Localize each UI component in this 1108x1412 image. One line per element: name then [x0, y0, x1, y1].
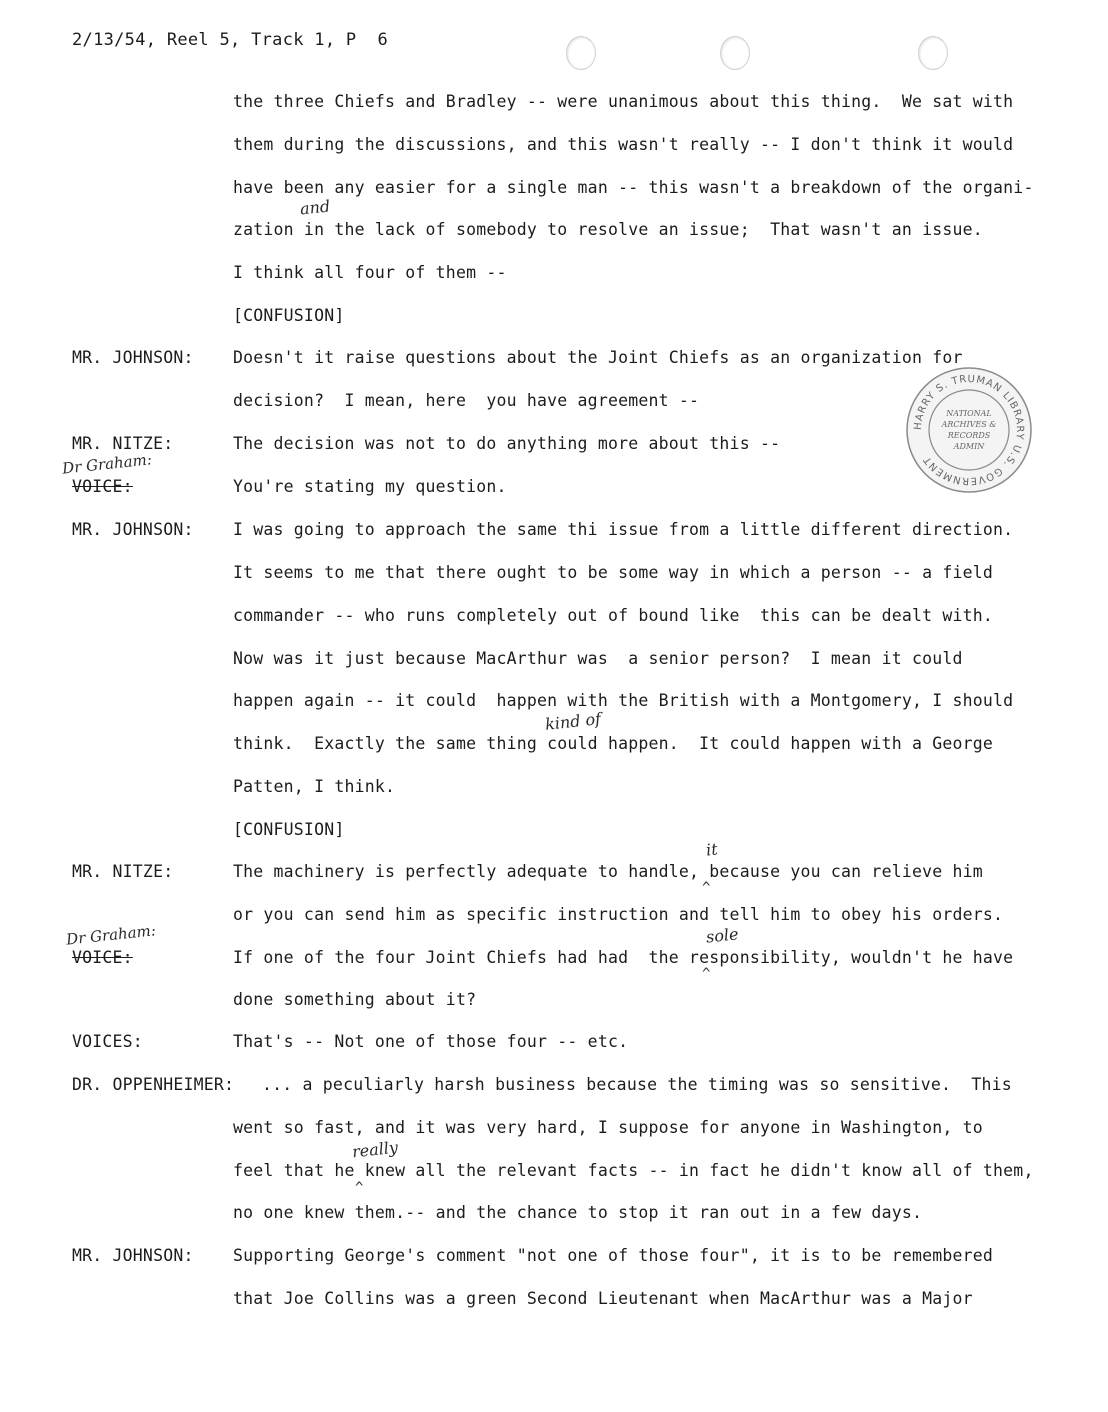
text-line: I was going to approach the same thi issue from a little different direction. — [233, 520, 1014, 539]
text-line: done something about it? — [233, 990, 477, 1009]
stamp-center-line: ADMIN — [953, 442, 985, 451]
stamp-center-line: NATIONAL — [946, 409, 992, 418]
text-line: or you can send him as specific instruction and tell him to obey his orders. — [233, 905, 1004, 924]
text-line: Patten, I think. — [233, 777, 396, 796]
text-line: The machinery is perfectly adequate to handle, because you can relieve him — [233, 862, 983, 881]
stamp-center-line: RECORDS — [947, 431, 991, 440]
handwritten-speaker: Dr Graham: — [61, 450, 153, 478]
text-line: Doesn't it raise questions about the Joint Chiefs as an organization for — [233, 348, 963, 367]
stage-direction: [CONFUSION] — [233, 820, 345, 839]
page-header: 2/13/54, Reel 5, Track 1, P 6 — [72, 30, 389, 50]
text-line: The decision was not to do anything more about this -- — [233, 434, 781, 453]
stamp-ring-text: HARRY S. TRUMAN LIBRARY U.S. GOVERNMENT — [912, 373, 1026, 487]
speaker-label: DR. OPPENHEIMER: — [72, 1075, 235, 1094]
text-line: zation in the lack of somebody to resolve an issue; That wasn't an issue. — [233, 220, 983, 239]
archives-stamp — [905, 366, 1033, 494]
text-line: I think all four of them -- — [233, 263, 507, 282]
speaker-label: MR. JOHNSON: — [72, 1246, 194, 1265]
text-line: It seems to me that there ought to be some way in which a person -- a field — [233, 563, 994, 582]
handwritten-insert: really — [351, 1137, 399, 1162]
handwritten-insert: kind of — [544, 709, 602, 734]
handwritten-insert: sole — [705, 924, 740, 947]
speaker-label: MR. JOHNSON: — [72, 348, 194, 367]
text-line: Now was it just because MacArthur was a senior person? I mean it could — [233, 649, 963, 668]
text-line: no one knew them.-- and the chance to stop it ran out in a few days. — [233, 1203, 923, 1222]
speaker-label: MR. JOHNSON: — [72, 520, 194, 539]
speaker-label: VOICES: — [72, 1032, 143, 1051]
text-line: feel that he knew all the relevant facts -- in fact he didn't know all of them, — [233, 1161, 1034, 1180]
text-line: commander -- who runs completely out of bound like this can be dealt with. — [233, 606, 994, 625]
speaker-label: MR. NITZE: — [72, 434, 174, 453]
text-line: that Joe Collins was a green Second Lieutenant when MacArthur was a Major — [233, 1289, 973, 1308]
text-line: happen again -- it could happen with the British with a Montgomery, I should — [233, 691, 1014, 710]
stamp-center-line: ARCHIVES & — [941, 420, 997, 429]
text-line: That's -- Not one of those four -- etc. — [233, 1032, 629, 1051]
punch-hole — [720, 36, 750, 70]
speaker-label-struck: VOICE: — [72, 477, 133, 496]
insertion-caret: ^ — [355, 1180, 364, 1196]
insertion-caret: ^ — [702, 880, 711, 896]
insertion-caret: ^ — [702, 966, 711, 982]
stage-direction: [CONFUSION] — [233, 306, 345, 325]
text-line: If one of the four Joint Chiefs had had the responsibility, wouldn't he have — [233, 948, 1014, 967]
text-line: ... a peculiarly harsh business because the timing was so sensitive. This — [262, 1075, 1012, 1094]
speaker-label: MR. NITZE: — [72, 862, 174, 881]
text-line: have been any easier for a single man -- this wasn't a breakdown of the organi- — [233, 178, 1034, 197]
punch-hole — [918, 36, 948, 70]
punch-hole — [566, 36, 596, 70]
text-line: You're stating my question. — [233, 477, 507, 496]
text-line: decision? I mean, here you have agreement -- — [233, 391, 700, 410]
handwritten-speaker: Dr Graham: — [65, 921, 157, 949]
text-line: Supporting George's comment "not one of those four", it is to be remembered — [233, 1246, 994, 1265]
handwritten-insert: and — [299, 196, 332, 219]
text-line: them during the discussions, and this wasn't really -- I don't think it would — [233, 135, 1014, 154]
handwritten-insert: it — [705, 839, 719, 860]
text-line: went so fast, and it was very hard, I suppose for anyone in Washington, to — [233, 1118, 983, 1137]
text-line: think. Exactly the same thing could happen. It could happen with a George — [233, 734, 994, 753]
text-line: the three Chiefs and Bradley -- were unanimous about this thing. We sat with — [233, 92, 1014, 111]
speaker-label-struck: VOICE: — [72, 948, 133, 967]
